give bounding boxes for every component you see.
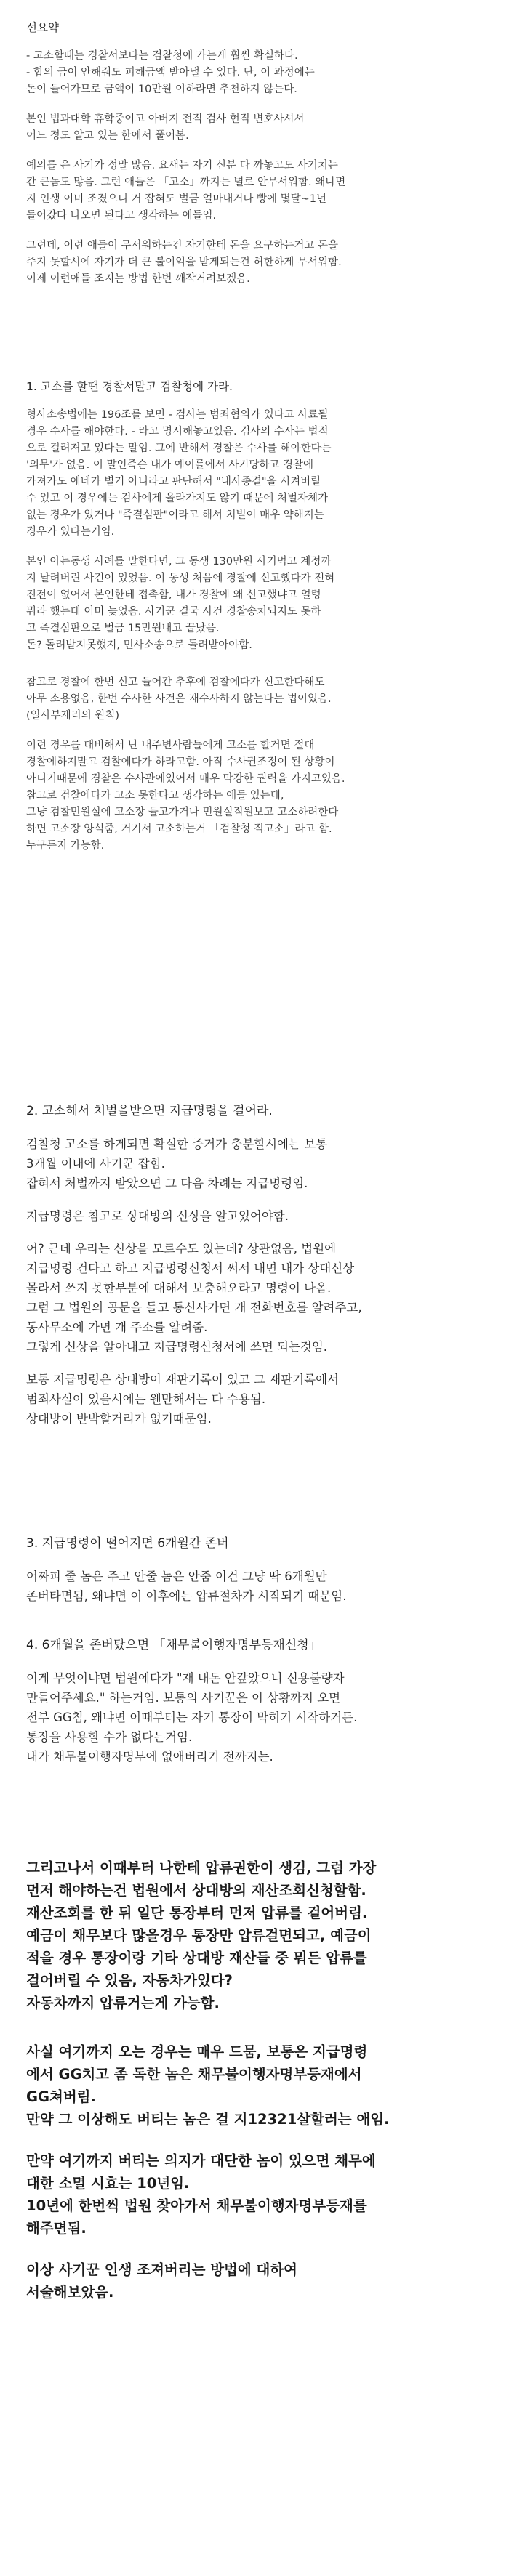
section-1-heading: 1. 고소를 할땐 경찰서말고 검찰청에 가라.	[26, 380, 233, 393]
section-3-paragraph-1: 어짜피 줄 놈은 주고 안줄 놈은 안줌 이건 그냥 딱 6개월만 존버타면됨, 왜냐면 이 이후에는 압류절차가 시작되기 때문임.	[26, 1570, 347, 1603]
section-2-paragraph-2: 지급명령은 참고로 상대방의 신상을 알고있어야함.	[26, 1209, 289, 1223]
closing-paragraph-4: 이상 사기꾼 인생 조져버리는 방법에 대하여 서술해보았음.	[26, 2261, 298, 2301]
section-3	[26, 1533, 492, 1619]
author-background: 본인 법과대학 휴학중이고 아버지 전직 검사 현직 변호사셔서 어느 정도 알고 있는 한에서 풀어봄.	[26, 113, 305, 142]
section-1-paragraph-3: 참고로 경찰에 한번 신고 들어간 추후에 검찰에다가 신고한다해도 아무 소용없음, 한번 수사한 사건은 재수사하지 않는다는 법이있음. (일사부재리의 원칙)	[26, 677, 332, 722]
section-2-paragraph-3: 어? 근데 우리는 신상을 모르수도 있는데? 상관없음, 법원에 지급명령 건다고 하고 지급명령신청서 써서 내면 내가 상대신상 몰라서 쓰지 못한부분에 대해서 보충해오라고 명령이 나옴. 그럼 그 법원의 공문을 들고 통신사가면 개 전화번호를 알려주고, 동사무소에 가면 개 주소를 알려줌. 그렇게 신상을 알아내고 지급명령신청서에 쓰면 되는것임.	[26, 1242, 362, 1354]
section-1	[26, 378, 492, 868]
section-2	[26, 1101, 492, 1442]
section-4-heading: 4. 6개월을 존버탔으면 「채무불이행자명부등재신청」	[26, 1638, 321, 1652]
section-4	[26, 1635, 492, 1780]
intro-paragraph-3: 예의를 은 사기가 정말 많음. 요새는 자기 신분 다 까놓고도 사기치는 간 큰놈도 많음. 그런 애들은 「고소」까지는 별로 안무서워함. 왜냐면 지 인생 이미 조졌으니 거 잡혀도 벌금 얼마내거나 빵에 몇달~1년 들어갔다 나오면 된다고 생각하는 애들임.	[26, 160, 346, 222]
closing-paragraph-1: 그리고나서 이때부터 나한테 압류권한이 생김, 그럼 가장 먼저 해야하는건 법원에서 상대방의 재산조회신청할함. 재산조회를 한 뒤 일단 통장부터 먼저 압류를 걸어버림. 예금이 채무보다 많을경우 통장만 압류걸면되고, 예금이 적을 경우 통장이랑 기타 상대방 재산들 중 뭐든 압류를 걸어버릴 수 있음, 자동차가있다? 자동차까지 압류거는게 가능함.	[26, 1860, 377, 2011]
section-1-paragraph-2: 본인 아는동생 사례를 말한다면, 그 동생 130만원 사기먹고 계정까 지 날려버린 사건이 있었음. 이 동생 처음에 경찰에 신고했다가 전혀 진전이 없어서 본인한테 접촉함, 내가 경찰에 왜 신고했냐고 얼렁 뭐라 했는데 이미 늦었음. 사기꾼 결국 사건 경찰송치되지도 못하 고 즉결심판으로 벌금 15만원내고 끝났음. 돈? 돌려받지못했지, 민사소송으로 돌려받아야함.	[26, 556, 335, 651]
closing-paragraph-3: 만약 여기까지 버티는 의지가 대단한 놈이 있으면 채무에 대한 소멸 시효는 10년임. 10년에 한번씩 법원 찾아가서 채무불이행자명부등재를 해주면됨.	[26, 2152, 376, 2237]
section-3-heading: 3. 지급명령이 떨어지면 6개월간 존버	[26, 1536, 229, 1551]
closing-section	[26, 1857, 492, 2322]
intro-section	[26, 19, 492, 301]
section-2-heading: 2. 고소해서 처벌을받으면 지급명령을 걸어라.	[26, 1104, 273, 1118]
intro-paragraph-4: 그런데, 이런 애들이 무서워하는건 자기한테 돈을 요구하는거고 돈을 주지 못할시에 자기가 더 큰 불이익을 받게되는건 허한하게 무서워함. 이제 이런애들 조지는 방법 한번 깨작거려보겠음.	[26, 240, 342, 285]
section-1-paragraph-1: 형사소송법에는 196조를 보면 - 검사는 범죄혐의가 있다고 사료될 경우 수사를 해야한다. - 라고 명시해놓고있음. 검사의 수사는 법적 으로 걸려져고 있다는 말임. 그에 반해서 경찰은 수사를 해야한다는 '의무'가 없음. 이 말인즉슨 내가 예이를에서 사기당하고 경찰에 가져가도 애네가 별거 아니라고 판단해서 "내사종결"을 시켜버릴 수 있고 이 경우에는 검사에게 올라가지도 않기 때문에 처벌자체가 없는 경우가 있거나 "즉결심판"이라고 해서 처벌이 매우 약해지는 경우가 있다는거임.	[26, 409, 332, 538]
summary-title: 선요약	[26, 21, 59, 34]
section-2-paragraph-1: 검찰청 고소를 하게되면 확실한 증거가 충분할시에는 보통 3개월 이내에 사기꾼 잡힘. 잡혀서 처벌까지 받았으면 그 다음 차례는 지급명령임.	[26, 1137, 328, 1190]
section-4-paragraph-1: 이게 무엇이냐면 법원에다가 "재 내돈 안갚았으니 신용불량자 만들어주세요." 하는거임. 보통의 사기꾼은 이 상황까지 오면 전부 GG침, 왜냐면 이때부터는 자기 통장이 막히기 시작하거든. 통장을 사용할 수가 없다는거임. 내가 채무불이행자명부에 없애버리기 전까지는.	[26, 1671, 358, 1764]
closing-paragraph-2: 사실 여기까지 오는 경우는 매우 드뭄, 보통은 지급명령 에서 GG치고 좀 독한 놈은 채무불이행자명부등재에서 GG쳐버림. 만약 그 이상해도 버티는 놈은 걸 지12321살할러는 애임.	[26, 2043, 390, 2128]
summary-points: - 고소할때는 경찰서보다는 검찰청에 가는게 훨씬 확실하다. - 합의 금이 안해줘도 피해금액 받아낼 수 있다. 단, 이 과정에는 돈이 들어가므로 금액이 10만원 이하라면 추천하지 않는다.	[26, 50, 315, 95]
section-1-paragraph-4: 이런 경우를 대비해서 난 내주변사람들에게 고소를 할거면 절대 경찰에하지말고 검찰에다가 하라고함. 아직 수사권조정이 된 상황이 아니기때문에 경찰은 수사관에있어서 매우 막강한 권력을 가지고있음. 참고로 검찰에다가 고소 못한다고 생각하는 애들 있는데, 그냥 검찰민원실에 고소장 들고가거나 민원실직원보고 고소하려한다 하면 고소장 양식줌, 거기서 고소하는거 「검찰청 직고소」라고 함. 누구든지 가능함.	[26, 740, 345, 852]
section-2-paragraph-4: 보통 지급명령은 상대방이 재판기록이 있고 그 재판기록에서 범죄사실이 있을시에는 웬만해서는 다 수용됨. 상대방이 반박할거리가 없기때문임.	[26, 1373, 339, 1426]
